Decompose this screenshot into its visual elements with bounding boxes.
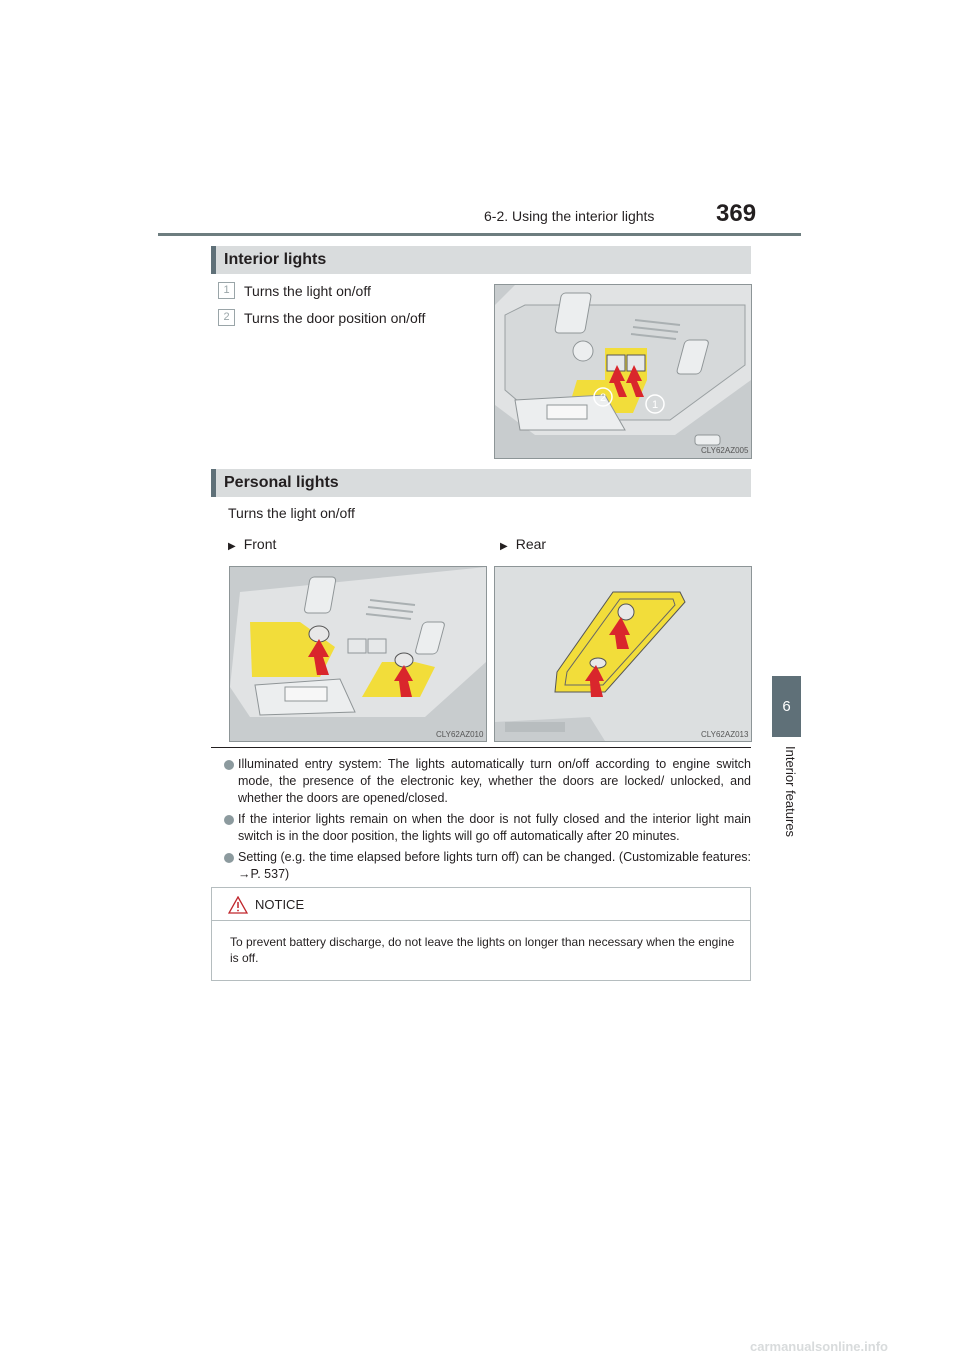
heading-marker [211,246,216,274]
front-label [228,536,276,552]
item-text-1: Turns the light on/off [244,283,371,299]
personal-lights-heading [211,469,751,497]
heading-marker [211,469,216,497]
warning-triangle-icon [228,896,248,914]
notice-text: To prevent battery discharge, do not leave the lights on longer than necessary when the engine is off. [230,935,735,965]
personal-lights-title: Personal lights [224,474,339,491]
item-number-2: 2 [218,309,235,326]
note-text-2: If the interior lights remain on when the door is not fully closed and the interior light main switch is in the door position, the lights will go off automatically after 20 minutes. [238,812,751,843]
personal-lights-description: Turns the light on/off [228,505,355,521]
front-personal-lights-photo [229,566,487,742]
header-divider [158,233,801,236]
front-label-text: Front [243,536,277,552]
bullet-icon [224,853,234,863]
bullets-divider [211,747,751,748]
photo-caption-rear: CLY62AZ013 [701,730,749,739]
item-number-1: 1 [218,282,235,299]
triangle-right-icon: ▶ [228,541,236,552]
notice-box [211,887,751,981]
interior-lights-heading [211,246,751,274]
page-number: 369 [716,200,757,227]
bullet-icon [224,815,234,825]
bullet-icon [224,760,234,770]
note-item [224,756,751,807]
chapter-tab[interactable]: 6 [772,676,801,737]
interior-lights-photo [494,284,752,459]
callout-2: 2 [599,392,607,404]
note-item [224,811,751,845]
item-text-2: Turns the door position on/off [244,310,426,326]
section-title: 6-2. Using the interior lights [484,208,655,224]
chapter-title: Interior features [783,746,798,838]
note-text-3: Setting (e.g. the time elapsed before lights turn off) can be changed. (Customizable features: →P. 537) [238,850,751,881]
notes-list [224,756,751,887]
rear-label-text: Rear [515,536,547,552]
rear-label [500,536,546,552]
svg-text:carmanualsonline.info: carmanualsonline.info [750,1339,888,1354]
interior-lights-title: Interior lights [224,251,327,268]
notice-title: NOTICE [255,897,305,912]
rear-personal-lights-photo [494,566,752,742]
chapter-label [768,746,798,846]
note-text-1: Illuminated entry system: The lights automatically turn on/off according to engine switch mode, the presence of the electronic key, whether the doors are locked/ unlocked, and whether the doors are opened/closed. [238,757,751,805]
triangle-right-icon: ▶ [500,541,508,552]
photo-caption-front: CLY62AZ010 [436,730,484,739]
photo-caption-interior: CLY62AZ005 [701,446,749,455]
notice-header [212,888,750,921]
callout-1: 1 [651,399,659,411]
watermark-logo [750,1338,955,1354]
note-item [224,849,751,883]
